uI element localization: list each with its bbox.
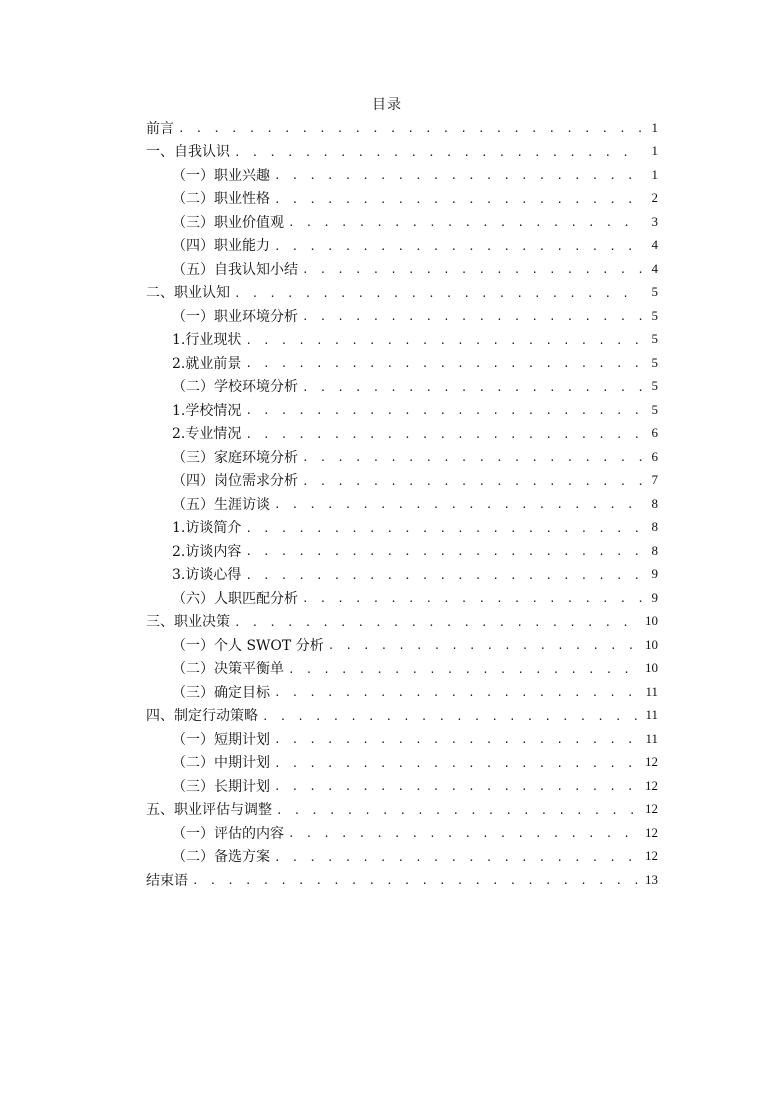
toc-entry[interactable] <box>146 539 658 563</box>
dot-leader <box>288 216 642 229</box>
toc-entry-label: （二）职业性格 <box>172 191 270 208</box>
toc-entry-page: 2 <box>651 190 658 206</box>
toc-entry[interactable] <box>146 657 658 681</box>
toc-entry[interactable] <box>146 821 658 845</box>
toc-entry-page: 10 <box>645 636 658 652</box>
toc-title: 目录 <box>372 97 402 113</box>
toc-entry-label: （三）家庭环境分析 <box>172 449 298 466</box>
toc-entry-page: 9 <box>651 566 658 582</box>
dot-leader <box>274 240 642 253</box>
toc-entry-label: （一）职业环境分析 <box>172 308 298 325</box>
toc-entry[interactable] <box>146 304 658 328</box>
toc-entry-page: 11 <box>645 683 658 699</box>
toc-entry[interactable] <box>146 422 658 446</box>
toc-entry-label: （二）学校环境分析 <box>172 379 298 396</box>
toc-entry-page: 5 <box>651 378 658 394</box>
toc-entry-label: （一）短期计划 <box>172 731 270 748</box>
toc-entry[interactable] <box>146 163 658 187</box>
toc-entry[interactable] <box>146 492 658 516</box>
toc-entry-label: （一）评估的内容 <box>172 825 284 842</box>
dot-leader <box>302 475 642 488</box>
toc-entry-label: 1.访谈简介 <box>172 520 242 537</box>
toc-entry-label: 2.专业情况 <box>172 426 242 443</box>
toc-entry[interactable] <box>146 516 658 540</box>
toc-entry-page: 1 <box>651 119 658 135</box>
toc-entry-label: 三、职业决策 <box>146 614 230 631</box>
toc-entry-page: 12 <box>645 754 658 770</box>
toc-entry-page: 8 <box>651 519 658 535</box>
dot-leader <box>274 193 642 206</box>
toc-entry[interactable] <box>146 140 658 164</box>
toc-entry[interactable] <box>146 210 658 234</box>
toc-entry-page: 3 <box>651 213 658 229</box>
toc-entry[interactable] <box>146 563 658 587</box>
toc-entry-label: 二、职业认知 <box>146 285 230 302</box>
toc-entry[interactable] <box>146 469 658 493</box>
toc-entry[interactable] <box>146 328 658 352</box>
dot-leader <box>245 334 642 347</box>
dot-leader <box>262 710 639 723</box>
dot-leader <box>302 451 642 464</box>
toc-entry-label: 2.访谈内容 <box>172 543 242 560</box>
toc-entry[interactable] <box>146 798 658 822</box>
toc-entry[interactable] <box>146 774 658 798</box>
toc-entry-label: 五、职业评估与调整 <box>146 802 272 819</box>
toc-entry-page: 4 <box>651 237 658 253</box>
toc-entry-page: 12 <box>645 824 658 840</box>
toc-entry-label: （二）决策平衡单 <box>172 661 284 678</box>
toc-entry-page: 8 <box>651 542 658 558</box>
toc-entry[interactable] <box>146 281 658 305</box>
dot-leader <box>302 381 642 394</box>
dot-leader <box>234 287 642 300</box>
toc-entry[interactable] <box>146 116 658 140</box>
toc-entry[interactable] <box>146 234 658 258</box>
toc-entry-page: 11 <box>645 707 658 723</box>
toc-entry-page: 1 <box>651 166 658 182</box>
toc-entry-page: 6 <box>651 425 658 441</box>
dot-leader <box>288 827 639 840</box>
toc-entry-page: 5 <box>651 354 658 370</box>
dot-leader <box>302 263 642 276</box>
toc-entry[interactable] <box>146 845 658 869</box>
dot-leader <box>178 122 642 135</box>
dot-leader <box>234 146 642 159</box>
toc-entry[interactable] <box>146 586 658 610</box>
toc-entry-page: 8 <box>651 495 658 511</box>
toc-entry-label: 1.学校情况 <box>172 402 242 419</box>
dot-leader <box>245 428 642 441</box>
dot-leader <box>276 804 639 817</box>
toc-entry-label: 四、制定行动策略 <box>146 708 258 725</box>
dot-leader <box>288 663 639 676</box>
dot-leader <box>328 639 639 652</box>
toc-entry[interactable] <box>146 680 658 704</box>
dot-leader <box>274 498 642 511</box>
toc-entry[interactable] <box>146 633 658 657</box>
toc-entry-label: 2.就业前景 <box>172 355 242 372</box>
toc-entry-label: （一）职业兴趣 <box>172 167 270 184</box>
toc-entry[interactable] <box>146 868 658 892</box>
dot-leader <box>245 569 642 582</box>
toc-entry-label: 前言 <box>146 120 174 137</box>
toc-entry[interactable] <box>146 257 658 281</box>
toc-entry[interactable] <box>146 187 658 211</box>
table-of-contents <box>146 116 658 892</box>
toc-entry-label: （三）长期计划 <box>172 778 270 795</box>
toc-entry-page: 12 <box>645 848 658 864</box>
dot-leader <box>274 757 639 770</box>
toc-entry-page: 7 <box>651 472 658 488</box>
toc-entry-page: 6 <box>651 448 658 464</box>
toc-entry[interactable] <box>146 351 658 375</box>
toc-entry-label: 一、自我认识 <box>146 144 230 161</box>
toc-entry-label: （二）中期计划 <box>172 755 270 772</box>
toc-entry-label: （四）职业能力 <box>172 238 270 255</box>
toc-entry-page: 5 <box>651 401 658 417</box>
dot-leader <box>274 686 639 699</box>
toc-entry-page: 10 <box>645 613 658 629</box>
toc-entry-label: 3.访谈心得 <box>172 567 242 584</box>
dot-leader <box>274 733 639 746</box>
dot-leader <box>274 780 639 793</box>
toc-entry-label: 结束语 <box>146 872 188 889</box>
dot-leader <box>192 874 639 887</box>
toc-entry-label: 1.行业现状 <box>172 332 242 349</box>
toc-entry[interactable] <box>146 610 658 634</box>
toc-entry-page: 9 <box>651 589 658 605</box>
toc-entry[interactable] <box>146 704 658 728</box>
toc-entry-page: 12 <box>645 777 658 793</box>
dot-leader <box>245 357 642 370</box>
toc-entry-page: 10 <box>645 660 658 676</box>
toc-entry-page: 5 <box>651 307 658 323</box>
toc-entry[interactable] <box>146 751 658 775</box>
toc-entry-page: 5 <box>651 331 658 347</box>
dot-leader <box>274 169 642 182</box>
toc-entry-label: （五）自我认知小结 <box>172 261 298 278</box>
dot-leader <box>234 616 639 629</box>
dot-leader <box>274 851 639 864</box>
toc-entry-label: （一）个人 SWOT 分析 <box>172 637 324 654</box>
dot-leader <box>302 310 642 323</box>
toc-entry-label: （五）生涯访谈 <box>172 496 270 513</box>
toc-entry-page: 1 <box>651 143 658 159</box>
toc-entry[interactable] <box>146 727 658 751</box>
dot-leader <box>245 545 642 558</box>
toc-entry[interactable] <box>146 445 658 469</box>
toc-entry-label: （六）人职匹配分析 <box>172 590 298 607</box>
dot-leader <box>302 592 642 605</box>
toc-entry-page: 13 <box>645 871 658 887</box>
toc-entry-page: 4 <box>651 260 658 276</box>
toc-entry[interactable] <box>146 398 658 422</box>
toc-entry-page: 11 <box>645 730 658 746</box>
toc-entry-page: 12 <box>645 801 658 817</box>
dot-leader <box>245 522 642 535</box>
toc-entry-label: （三）确定目标 <box>172 684 270 701</box>
toc-entry-page: 5 <box>651 284 658 300</box>
toc-entry-label: （四）岗位需求分析 <box>172 473 298 490</box>
toc-entry-label: （三）职业价值观 <box>172 214 284 231</box>
dot-leader <box>245 404 642 417</box>
toc-entry-label: （二）备选方案 <box>172 849 270 866</box>
toc-entry[interactable] <box>146 375 658 399</box>
